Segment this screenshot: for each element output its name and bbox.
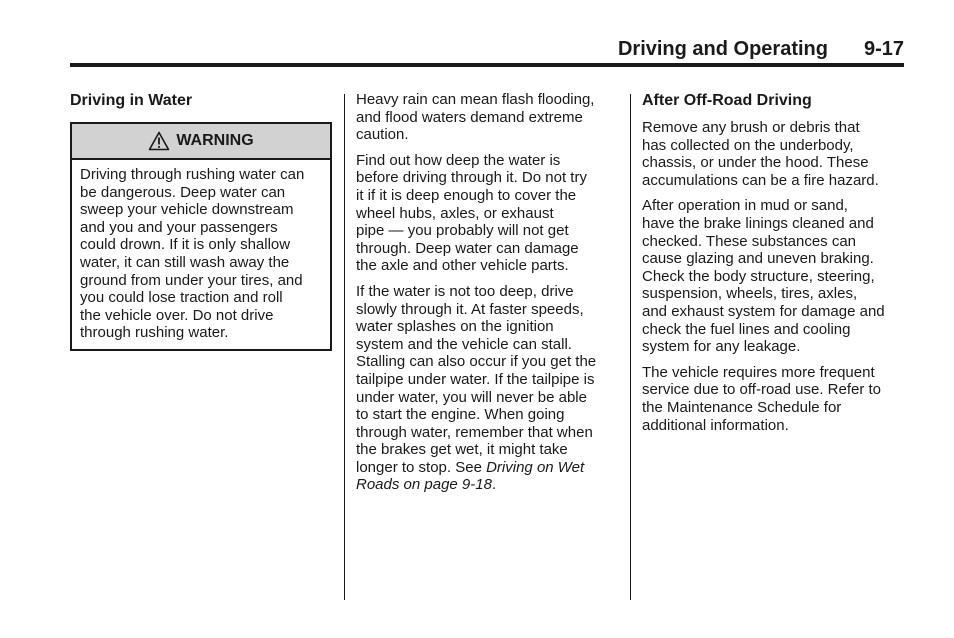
column-left [70,91,332,351]
paragraph: Heavy rain can mean flash flooding, and flood waters demand extreme caution. [356,91,595,144]
page-number: 9-17 [863,38,904,60]
warning-header [72,124,330,160]
heading-driving-in-water: Driving in Water [70,92,193,109]
warning-box [70,122,332,351]
paragraph: Remove any brush or debris that has collected on the underbody, chassis, or under the hood. These accumulations can be a fire hazard. [642,119,879,189]
paragraph [356,283,618,494]
paragraph: After operation in mud or sand, have the brake linings cleaned and checked. These substances can cause glazing and uneven braking. Check the body structure, steering, suspension, wheels, tires, axles, and exhaust system for damage and check the fuel lines and cooling system for any leakage. [642,197,885,356]
section-title: Driving and Operating [617,38,828,60]
paragraph-text: If the water is not too deep, drive slowly through it. At faster speeds, water splashes on the ignition system and the vehicle can stall. Stalling can also occur if you get the tailpipe under water. If the tailpipe is under water, you will never be able to start the engine. When going through water, remember that when the brakes get wet, it might take longer to stop. See [356,282,597,476]
cross-reference-link[interactable]: Driving on Wet Roads on page 9-18 [356,458,585,494]
heading-after-off-road-driving: After Off-Road Driving [642,92,812,109]
paragraph: The vehicle requires more frequent service due to off-road use. Refer to the Maintenance Schedule for additional information. [642,363,882,434]
page-header [70,38,904,64]
header-rule [70,63,904,67]
warning-label: WARNING [176,132,254,150]
paragraph-end: . [491,476,497,494]
column-divider [630,94,631,600]
warning-text: Driving through rushing water can be dangerous. Deep water can sweep your vehicle downstream and you and your passengers could drown. If it is only shallow water, it can still wash away the ground from under your tires, and you could lose traction and roll the vehicle over. Do not drive through rushing water. [80,166,305,342]
exclamation-triangle-icon [148,131,170,151]
column-middle [356,91,618,502]
paragraph: Find out how deep the water is before driving through it. Do not try it if it is deep enough to cover the wheel hubs, axles, or exhaust pipe — you probably will not get through. Deep water can damage the axle and other vehicle parts. [356,151,587,275]
column-divider [344,94,345,600]
column-right [642,91,906,442]
